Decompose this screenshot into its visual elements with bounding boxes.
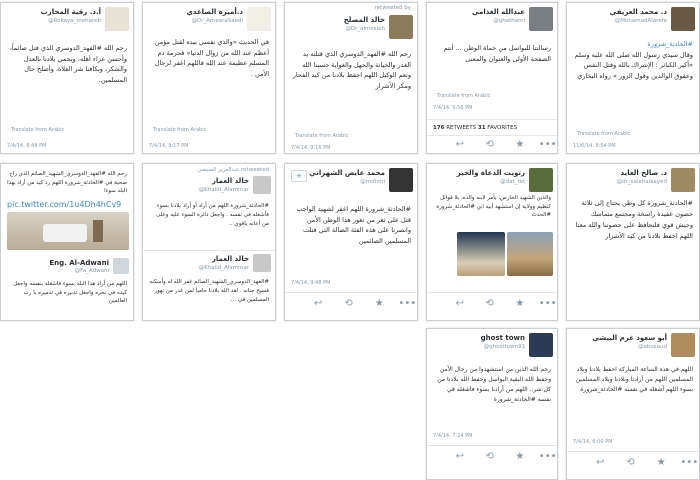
timestamp[interactable]: 7/4/14, 8:48 PM xyxy=(7,143,47,149)
tweet-text: في الحديث «والذي نفسي بيده لقتل مؤمن أعظم عند الله من زوال الدنيا» فحرمة دم المسلم عظيمة عند الله فاللهم اغفر لرجال الأمن . xyxy=(154,38,269,78)
tweet-text: #الحادثة_شرورة اللهم من أراد أو أراد بلادنا بسوء فأشغله في نفسه . واجعل دائرة السوء عليه وعلى من أعانه ياقوي .. xyxy=(156,203,269,227)
author-handle[interactable]: @MohamadAlarefe xyxy=(614,18,667,24)
retweet-icon[interactable]: ⟲ xyxy=(485,451,494,462)
tweet-text: #الحادثة_شرورة كل وطن يحتاج إلى ثلاثة حصون عقيدة راسخة ومجتمع متماسك وجيش قوي فلنحافظ على حصوننا والله معنا اللهم احفظ بلادنا من كيد الأشرار xyxy=(575,199,693,240)
attached-photo[interactable] xyxy=(7,212,129,250)
author-name[interactable]: أبو سعود غرم البيشي xyxy=(592,334,667,342)
reply-icon[interactable]: ↩ xyxy=(455,298,464,309)
favorite-icon[interactable]: ★ xyxy=(515,298,525,309)
tweet-card-2[interactable] xyxy=(142,2,276,154)
author-handle[interactable]: @Khalid_Alammar xyxy=(198,265,249,271)
avatar[interactable] xyxy=(389,168,413,192)
favorite-icon[interactable]: ★ xyxy=(656,457,666,468)
avatar[interactable] xyxy=(113,258,129,274)
reply-icon[interactable]: ↩ xyxy=(596,457,605,468)
tweet-card-4[interactable] xyxy=(426,2,558,154)
translate-link[interactable]: Translate from Arabic xyxy=(153,127,207,133)
author-name[interactable]: د.أميرة الصاعدي xyxy=(186,8,243,16)
favorite-icon[interactable]: ★ xyxy=(515,139,525,150)
more-icon[interactable]: ••• xyxy=(538,139,557,150)
avatar[interactable] xyxy=(253,254,271,272)
author-handle[interactable]: @dat_ret xyxy=(500,179,525,185)
author-handle[interactable]: @ghathami xyxy=(493,18,525,24)
tweet-card-6[interactable] xyxy=(0,163,134,321)
tweet-text: رسالتنا للبواسل من حماة الوطن ... أنتم الصفحة الأولى والعنوان والمعنى xyxy=(443,44,551,63)
retweet-context: retweeted by xyxy=(374,5,411,11)
author-name[interactable]: د. صالح العايد xyxy=(620,169,667,177)
tweet-card-8[interactable] xyxy=(284,163,418,321)
tweet-card-7[interactable] xyxy=(142,163,276,321)
more-icon[interactable]: ••• xyxy=(398,298,417,309)
translate-link[interactable]: Translate from Arabic xyxy=(295,133,349,139)
author-handle[interactable]: @Fa_Adwani xyxy=(74,268,109,274)
author-name[interactable]: محمد عايض الشهراني xyxy=(309,169,385,177)
author-name[interactable]: د. محمد العريفي xyxy=(609,8,667,16)
tweet-text: اللهم في هذه الساعة المباركة احفظ بلادنا وبلاد المسلمين اللهم من أرادنا وبلادنا وبلاد المسلمين بسوء اللهم أشغله في نفسه #الحادثة_شرورة xyxy=(575,366,693,393)
avatar[interactable] xyxy=(253,176,271,194)
author-name[interactable]: خالد العمار xyxy=(211,177,249,185)
author-handle[interactable]: @dr_salehalaayed xyxy=(616,179,667,185)
photo-link[interactable]: pic.twitter.com/1u4Dh4hCv9 xyxy=(7,200,122,209)
reply-icon[interactable]: ↩ xyxy=(455,139,464,150)
hashtag[interactable]: #الحادثة_شرورة xyxy=(647,40,693,48)
more-icon[interactable]: ••• xyxy=(538,451,557,462)
translate-link[interactable]: Translate from Arabic xyxy=(11,127,65,133)
timestamp[interactable]: 7/4/14, 9:48 PM xyxy=(291,280,331,286)
author-name[interactable]: رتويت الدعاة والخير xyxy=(456,169,525,177)
tweet-card-10[interactable] xyxy=(566,163,700,321)
author-name[interactable]: خالد المصلح xyxy=(343,16,385,24)
retweet-icon[interactable]: ⟲ xyxy=(344,298,353,309)
avatar[interactable] xyxy=(671,7,695,31)
tweet-card-1[interactable] xyxy=(0,2,134,154)
tweet-text-2: اللهم من أراد هذا البلد بسوء فاشغله بنفسه واجعل كيده في نحره واجعل تدبيره في تدميره يا رب العالمين xyxy=(13,281,127,304)
tweet-text: والدين الشهيد الحارس: بأمر لابنه والده، بلا فوائل كنظيم وولاية إن استشهد أبيه ابن #الحادثة_شرورة #الحدث xyxy=(436,195,551,218)
follow-button[interactable]: + xyxy=(291,170,307,182)
tweet-text: رحم الله #الفهد_الدوسري الذي قتل صائماً، وأحسن عزاء أهله، ويحمي بلادنا بالعدل والشكر، وبكافنا شر الغلاة، وأصلح حال المسلمين. xyxy=(9,44,127,84)
author-handle[interactable]: @Rokaya_mohareb xyxy=(48,18,101,24)
tweet-text: رحم الله الذين من استشهدوا من رجال الأمن وحفظ الله البقية البواسل وحفظ الله بلادنا من كل شر.. اللهم من أرادنا بسوء فاشغله في نفسه #الحادثة_شرورة xyxy=(437,366,551,403)
author-handle[interactable]: @ghosttown91 xyxy=(483,344,525,350)
translate-link[interactable]: Translate from Arabic xyxy=(577,131,631,137)
tweet-text: #الحادثة_شرورة اللهم اغفر لشهيد الواجب قتل على ثغر من ثغور هذا الوطن الأمن وانصرنا على هذه الفئة الضالة التي قتلت المسلمين الصائمين xyxy=(296,205,411,245)
avatar[interactable] xyxy=(389,15,413,39)
retweet-context: عبدالعزيز الصيصي retweeted xyxy=(197,167,269,173)
avatar[interactable] xyxy=(105,7,129,31)
tweet-card-3[interactable] xyxy=(284,2,418,154)
avatar[interactable] xyxy=(671,168,695,192)
retweet-icon[interactable]: ⟲ xyxy=(485,139,494,150)
tweet-text-2: #الفهد_الدوسري_الشهيد_الصائم غفر الله له وأسكنه فسيح جنانه . لقد الله بلادنا حامياً لمن غدر من تهور المسلمين في ... xyxy=(149,279,269,303)
avatar[interactable] xyxy=(529,168,553,192)
translate-link[interactable]: Translate from Arabic xyxy=(437,93,491,99)
tweet-stats xyxy=(433,125,517,131)
timestamp[interactable]: 7/4/14, 7:24 PM xyxy=(433,433,473,439)
more-icon[interactable]: ••• xyxy=(680,457,699,468)
favorite-label: FAVORITES xyxy=(487,125,518,131)
tweet-text: رحم الله #الفهد_الدوسري الذي قتلته يد الغدر والخيانة والجهل والغواية حسبنا الله ونعم الوكيل اللهم احفظ بلادنا من كيد الفجار ومكر الأشرار xyxy=(292,50,411,90)
retweet-label: RETWEETS xyxy=(446,125,477,131)
timestamp[interactable]: 11/6/14, 8:54 PM xyxy=(573,143,616,149)
tweet-card-9[interactable] xyxy=(426,163,558,321)
retweet-icon[interactable]: ⟲ xyxy=(626,457,635,468)
tweet-text: رحم الله #الفهد_الدوسري_الشهيد_الصائم الذي راح ضحية في #الحادثة_شرورة اللهم رد كيد من أراد بهذا البلد سوءا xyxy=(7,171,127,194)
favorite-count[interactable]: 31 xyxy=(477,125,486,131)
timestamp[interactable]: 7/4/14, 6:00 PM xyxy=(573,439,613,445)
retweet-icon[interactable]: ⟲ xyxy=(485,298,494,309)
retweet-count[interactable]: 176 xyxy=(433,125,445,131)
avatar[interactable] xyxy=(529,333,553,357)
author-handle[interactable]: @abusaud xyxy=(637,344,667,350)
author-handle[interactable]: @Dr_AmeeraSaedi xyxy=(191,18,243,24)
author-name[interactable]: أ.د. رقية المحارب xyxy=(40,8,101,16)
reply-icon[interactable]: ↩ xyxy=(314,298,323,309)
reply-icon[interactable]: ↩ xyxy=(455,451,464,462)
avatar[interactable] xyxy=(671,333,695,357)
author-name[interactable]: عبدالله الغذامي xyxy=(471,8,525,16)
tweet-card-12[interactable] xyxy=(566,328,700,480)
timestamp[interactable]: 7/4/14, 9:17 PM xyxy=(149,143,189,149)
avatar[interactable] xyxy=(247,7,271,31)
tweet-text: #الحادثة_شرورة وقال سيدي رسول الله صلى الله عليه وسلم «أكبر الكبائر : الإشراك بالله وقتل النفس وعقوق الوالدين وقول الزور » رواه البخاري xyxy=(574,40,693,80)
more-icon[interactable]: ••• xyxy=(538,298,557,309)
author-name[interactable]: Eng. Al-Adwani xyxy=(49,259,109,267)
timestamp[interactable]: 7/4/14, 9:16 PM xyxy=(291,145,331,151)
author-name[interactable]: ghost town xyxy=(480,334,525,342)
avatar[interactable] xyxy=(529,7,553,31)
author-handle[interactable]: @mdhmi xyxy=(360,179,385,185)
timestamp[interactable]: 7/4/14, 5:56 PM xyxy=(433,105,473,111)
favorite-icon[interactable]: ★ xyxy=(515,451,525,462)
author-name[interactable]: خالد العمار xyxy=(211,255,249,263)
tweet-card-11[interactable] xyxy=(426,328,558,480)
author-handle[interactable]: @Khalid_Alammar xyxy=(198,187,249,193)
attached-photo-2[interactable] xyxy=(507,232,553,276)
attached-photo-1[interactable] xyxy=(457,232,505,276)
tweet-card-5[interactable] xyxy=(566,2,700,154)
author-handle[interactable]: @Dr_almosleh xyxy=(345,26,385,32)
favorite-icon[interactable]: ★ xyxy=(374,298,384,309)
